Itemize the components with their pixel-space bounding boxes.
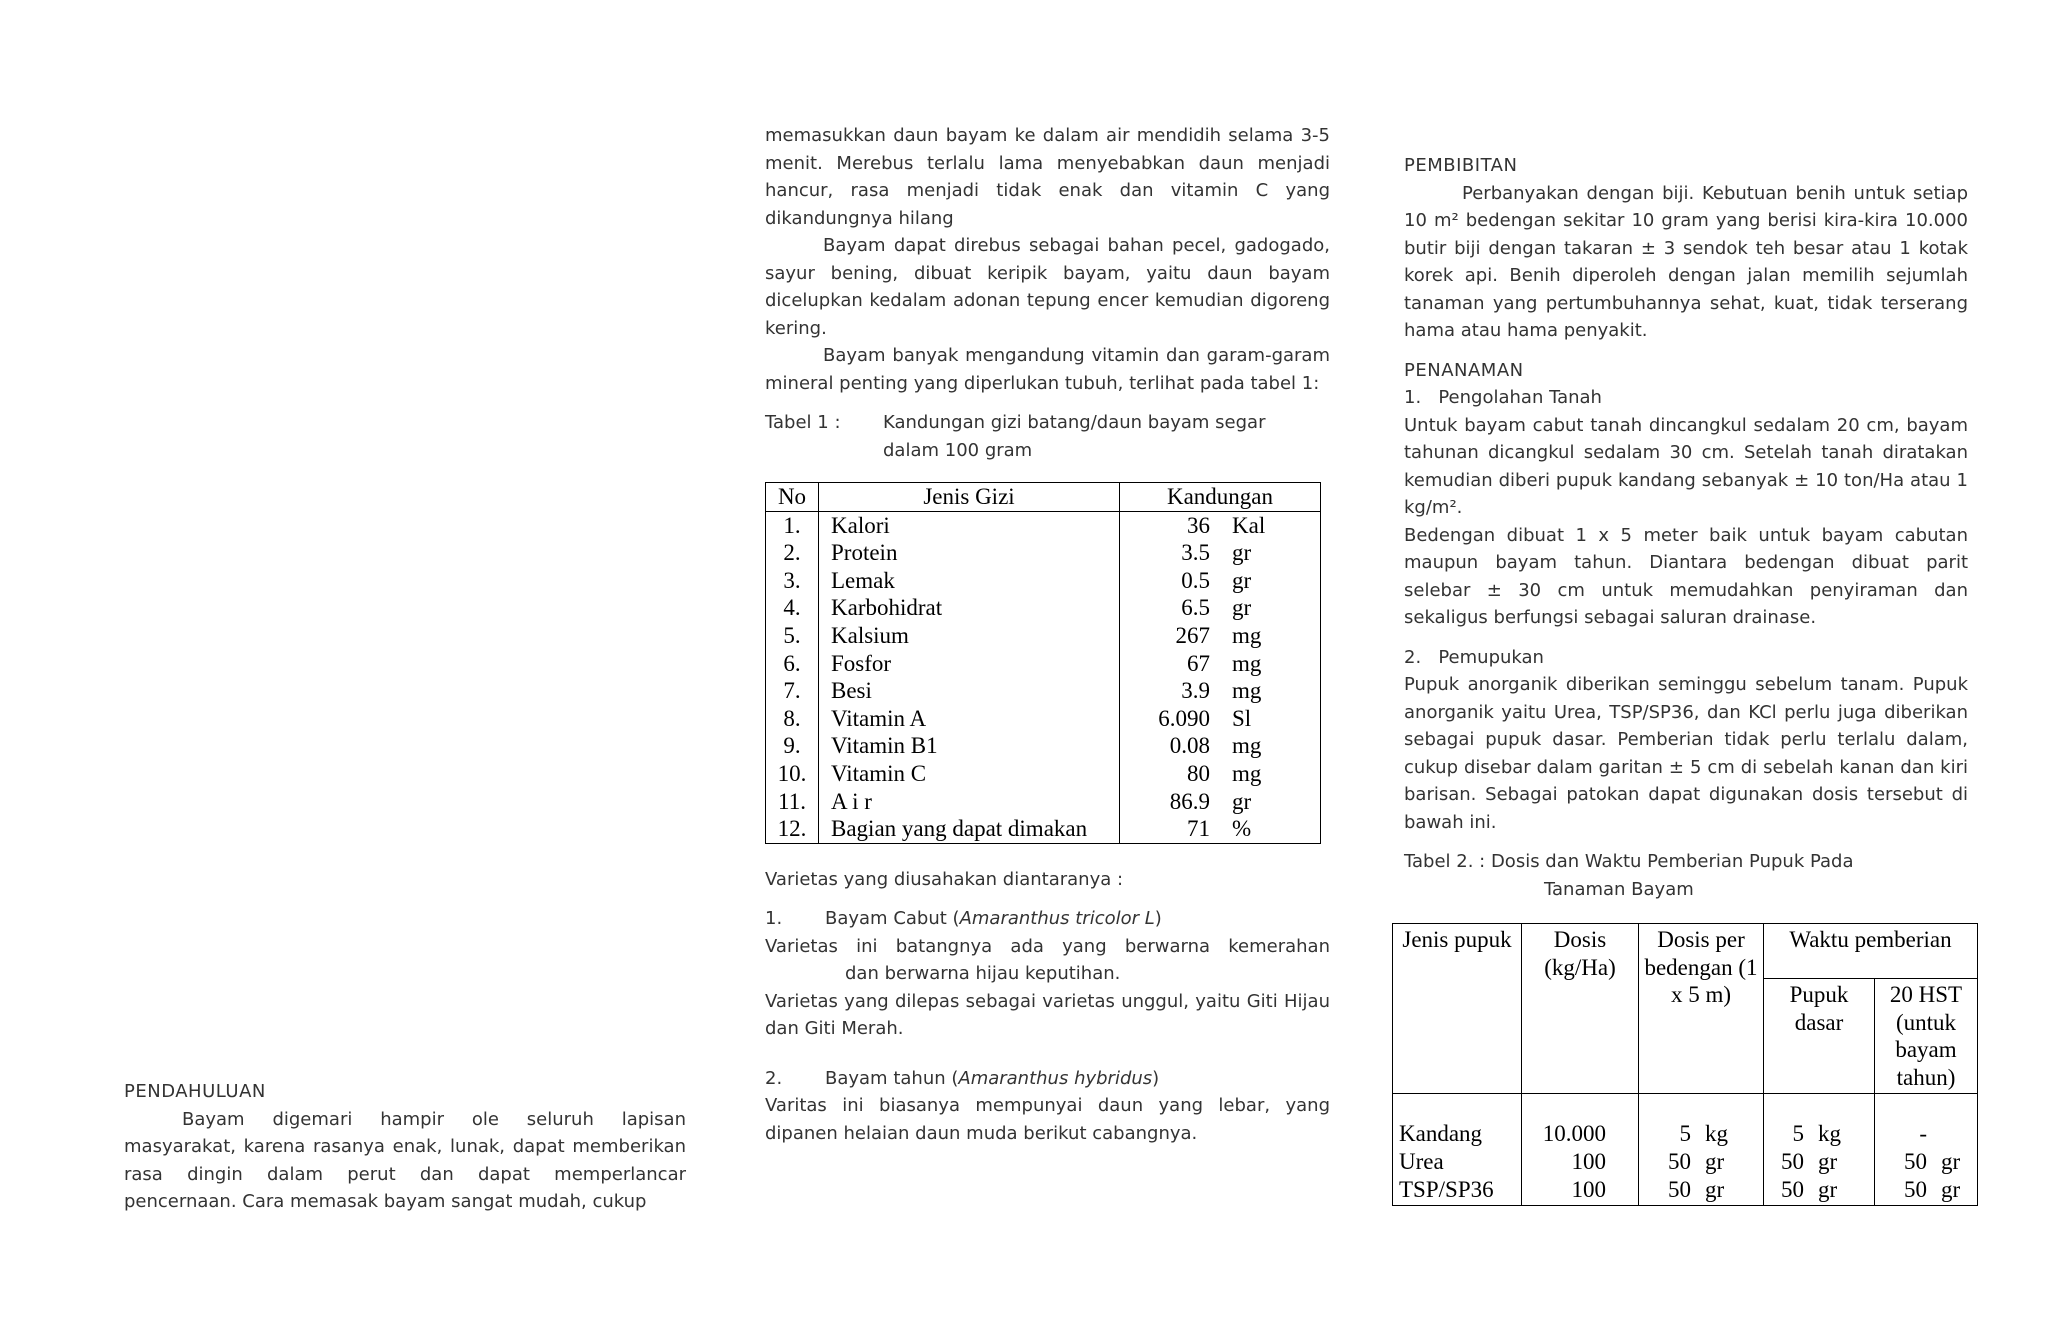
nutrition-amount (1120, 815, 1321, 843)
nutrition-amount (1120, 622, 1321, 650)
nutrition-value: 86.9 (1169, 788, 1210, 814)
header-jenis-gizi: Jenis Gizi (819, 483, 1120, 512)
nutrition-name: Kalsium (819, 622, 1120, 650)
nutrition-no: 4. (766, 594, 819, 622)
fert-dasar: 50 gr (1781, 1176, 1838, 1202)
nutrition-unit: mg (1232, 733, 1262, 759)
fert-bedengan: 50 gr (1668, 1148, 1725, 1174)
nutrition-value: 0.08 (1169, 733, 1210, 759)
header-waktu-pemberian: Waktu pemberian (1764, 924, 1978, 979)
paragraph-dishes: Bayam dapat direbus sebagai bahan pecel, gadogado, sayur bening, dibuat keripik bayam, yaitu daun bayam dicelupkan kedalam adonan tepung encer kemudian digoreng kering. (765, 235, 1330, 339)
column-middle (765, 122, 1330, 1147)
fert-jenis: Kandang (1399, 1121, 1483, 1147)
nutrition-name: Karbohidrat (819, 594, 1120, 622)
heading-pendahuluan: PENDAHULUAN (124, 1081, 266, 1102)
fert-hst: 50 gr (1904, 1176, 1961, 1202)
nutrition-no: 1. (766, 511, 819, 539)
header-no: No (766, 483, 819, 512)
header-kandungan: Kandungan (1120, 483, 1321, 512)
nutrition-name: Vitamin A (819, 705, 1120, 733)
nutrition-value: 0.5 (1181, 567, 1210, 593)
nutrition-unit: Sl (1232, 705, 1252, 731)
nutrition-unit: gr (1232, 567, 1252, 593)
nutrition-value: 71 (1187, 816, 1210, 842)
fert-dasar: 5 kg (1792, 1121, 1841, 1147)
variety-1-name: Bayam Cabut ( (825, 908, 960, 930)
nutrition-unit: gr (1232, 788, 1252, 814)
nutrition-value: 67 (1187, 650, 1210, 676)
nutrition-amount (1120, 788, 1321, 816)
nutrition-amount (1120, 760, 1321, 788)
paragraph-pengolahan-1: Untuk bayam cabut tanah dincangkul sedalam 20 cm, bayam tahunan dicangkul sedalam 30 cm. Setelah tanah diratakan kemudian diberi pupuk kandang sebanyak ± 10 ton/Ha atau 1 kg/m². (1404, 414, 1968, 518)
nutrition-name: Bagian yang dapat dimakan (819, 815, 1120, 843)
fert-dosis: 10.000 (1542, 1121, 1606, 1147)
variety-2-latin: Amaranthus hybridus (958, 1067, 1153, 1089)
nutrition-amount (1120, 511, 1321, 539)
nutrition-row (766, 622, 1321, 650)
nutrition-amount (1120, 567, 1321, 595)
nutrition-no: 9. (766, 732, 819, 760)
variety-1-desc-b: dan berwarna hijau keputihan. (845, 963, 1121, 985)
cell-jenis-column (1393, 1094, 1522, 1206)
fertilizer-table (1392, 923, 1978, 1206)
nutrition-unit: gr (1232, 595, 1252, 621)
fertilizer-table-data (1393, 1094, 1978, 1206)
paragraph-vitamins: Bayam banyak mengandung vitamin dan garam-garam mineral penting yang diperlukan tubuh, terlihat pada tabel 1: (765, 345, 1330, 394)
header-dosis: Dosis (kg/Ha) (1522, 924, 1639, 1094)
table1-caption (765, 409, 1330, 464)
nutrition-name: Kalori (819, 511, 1120, 539)
nutrition-no: 8. (766, 705, 819, 733)
nutrition-amount (1120, 677, 1321, 705)
nutrition-unit: gr (1232, 540, 1252, 566)
nutrition-value: 6.5 (1181, 595, 1210, 621)
column-right (1399, 152, 1968, 1206)
column-pendahuluan (124, 1078, 686, 1216)
nutrition-amount (1120, 650, 1321, 678)
nutrition-row (766, 539, 1321, 567)
nutrition-amount (1120, 594, 1321, 622)
header-jenis-pupuk: Jenis pupuk (1393, 924, 1522, 1094)
nutrition-value: 267 (1175, 622, 1210, 648)
varietas-intro: Varietas yang diusahakan diantaranya : (765, 868, 1124, 890)
cell-bedengan-column (1639, 1094, 1764, 1206)
nutrition-row (766, 650, 1321, 678)
nutrition-no: 12. (766, 815, 819, 843)
nutrition-unit: mg (1232, 650, 1262, 676)
nutrition-no: 6. (766, 650, 819, 678)
nutrition-amount (1120, 539, 1321, 567)
table1-caption-text: Kandungan gizi batang/daun bayam segar dalam 100 gram (883, 412, 1266, 461)
paragraph-pembibitan: Perbanyakan dengan biji. Kebutuan benih untuk setiap 10 m² bedengan sekitar 10 gram yang berisi kira-kira 10.000 butir biji dengan takaran ± 3 sendok teh besar atau 1 kotak korek api. Benih diperoleh dengan jalan memilih sejumlah tanaman yang pertumbuhannya sehat, kuat, tidak terserang hama atau hama penyakit. (1404, 182, 1968, 341)
variety-2-desc: Varitas ini biasanya mempunyai daun yang lebar, yang dipanen helaian daun muda berikut cabangnya. (765, 1095, 1330, 1144)
fert-jenis: Urea (1399, 1148, 1444, 1174)
nutrition-row (766, 705, 1321, 733)
nutrition-table (765, 482, 1321, 844)
cell-hst-column (1875, 1094, 1978, 1206)
nutrition-value: 3.5 (1181, 540, 1210, 566)
variety-1-title: 1. Bayam Cabut (Amaranthus tricolor L) (765, 905, 1330, 933)
nutrition-row (766, 815, 1321, 843)
nutrition-no: 2. (766, 539, 819, 567)
nutrition-row (766, 511, 1321, 539)
fert-dosis: 100 (1571, 1176, 1606, 1202)
nutrition-unit: Kal (1232, 512, 1266, 538)
nutrition-row (766, 677, 1321, 705)
fert-bedengan: 50 gr (1668, 1176, 1725, 1202)
fert-dasar: 50 gr (1781, 1148, 1838, 1174)
nutrition-value: 80 (1187, 760, 1210, 786)
nutrition-name: Vitamin C (819, 760, 1120, 788)
variety-1-latin: Amaranthus tricolor L (959, 908, 1155, 930)
fert-jenis: TSP/SP36 (1399, 1176, 1494, 1202)
nutrition-value: 3.9 (1181, 678, 1210, 704)
nutrition-name: Lemak (819, 567, 1120, 595)
header-dosis-bedengan: Dosis per bedengan (1 x 5 m) (1639, 924, 1764, 1094)
variety-1-desc-a: Varietas ini batangnya ada yang berwarna kemerahan (765, 935, 1330, 957)
fert-dosis: 100 (1571, 1148, 1606, 1174)
nutrition-name: Protein (819, 539, 1120, 567)
nutrition-unit: mg (1232, 678, 1262, 704)
nutrition-row (766, 760, 1321, 788)
nutrition-unit: mg (1232, 622, 1262, 648)
nutrition-amount (1120, 732, 1321, 760)
header-20-hst: 20 HST (untuk bayam tahun) (1875, 979, 1978, 1094)
fert-hst: 50 gr (1904, 1148, 1961, 1174)
header-pupuk-dasar: Pupuk dasar (1764, 979, 1875, 1094)
paragraph-pemupukan: Pupuk anorganik diberikan seminggu sebelum tanam. Pupuk anorganik yaitu Urea, TSP/SP36, dan KCl perlu juga diberikan sebagai pupuk dasar. Pemberian tidak perlu terlalu dalam, cukup disebar dalam garitan ± 5 cm di sebelah kanan dan kiri barisan. Sebagai patokan dapat digunakan dosis tersebut di bawah ini. (1404, 674, 1968, 833)
cell-dasar-column (1764, 1094, 1875, 1206)
table1-caption-label: Tabel 1 : (765, 412, 841, 433)
variety-1-number: 1. (765, 908, 783, 930)
cell-dosis-column (1522, 1094, 1639, 1206)
subheading-pengolahan-tanah: 1. Pengolahan Tanah (1404, 387, 1602, 408)
nutrition-unit: % (1232, 816, 1252, 842)
variety-2-title: 2. Bayam tahun (Amaranthus hybridus) (765, 1065, 1330, 1093)
nutrition-unit: mg (1232, 760, 1262, 786)
table2-caption-line2: Tanaman Bayam (1544, 878, 1694, 900)
nutrition-value: 36 (1187, 512, 1210, 538)
nutrition-row (766, 594, 1321, 622)
nutrition-row (766, 788, 1321, 816)
nutrition-value: 6.090 (1158, 705, 1210, 731)
nutrition-no: 11. (766, 788, 819, 816)
fert-hst: - (1919, 1121, 1927, 1147)
heading-penanaman: PENANAMAN (1404, 359, 1524, 381)
nutrition-no: 5. (766, 622, 819, 650)
nutrition-table-body (766, 511, 1321, 843)
nutrition-amount (1120, 705, 1321, 733)
table2-caption-line1: Tabel 2. : Dosis dan Waktu Pemberian Pupuk Pada (1404, 851, 1854, 872)
nutrition-name: Fosfor (819, 650, 1120, 678)
nutrition-no: 10. (766, 760, 819, 788)
nutrition-name: Besi (819, 677, 1120, 705)
variety-2-name: Bayam tahun ( (825, 1067, 959, 1089)
fert-bedengan: 5 kg (1679, 1121, 1728, 1147)
nutrition-row (766, 567, 1321, 595)
nutrition-name: Vitamin B1 (819, 732, 1120, 760)
paragraph-pengolahan-2: Bedengan dibuat 1 x 5 meter baik untuk bayam cabutan maupun bayam tahun. Diantara bedengan dibuat parit selebar ± 30 cm untuk memudahkan penyiraman dan sekaligus berfungsi sebagai saluran drainase. (1404, 524, 1968, 628)
variety-1-desc-c: Varietas yang dilepas sebagai varietas unggul, yaitu Giti Hijau dan Giti Merah. (765, 990, 1330, 1040)
nutrition-name: A i r (819, 788, 1120, 816)
nutrition-no: 7. (766, 677, 819, 705)
variety-2-number: 2. (765, 1067, 783, 1089)
subheading-pemupukan: 2. Pemupukan (1404, 646, 1544, 668)
paragraph-pendahuluan: Bayam digemari hampir ole seluruh lapisan masyarakat, karena rasanya enak, lunak, dapat memberikan rasa dingin dalam perut dan dapat memperlancar pencernaan. Cara memasak bayam sangat mudah, cukup (124, 1108, 686, 1212)
nutrition-table-header (766, 483, 1321, 512)
nutrition-row (766, 732, 1321, 760)
paragraph-cooking: memasukkan daun bayam ke dalam air mendidih selama 3-5 menit. Merebus terlalu lama menyebabkan daun menjadi hancur, rasa menjadi tidak enak dan vitamin C yang dikandungnya hilang (765, 125, 1330, 229)
heading-pembibitan: PEMBIBITAN (1404, 155, 1518, 176)
nutrition-no: 3. (766, 567, 819, 595)
